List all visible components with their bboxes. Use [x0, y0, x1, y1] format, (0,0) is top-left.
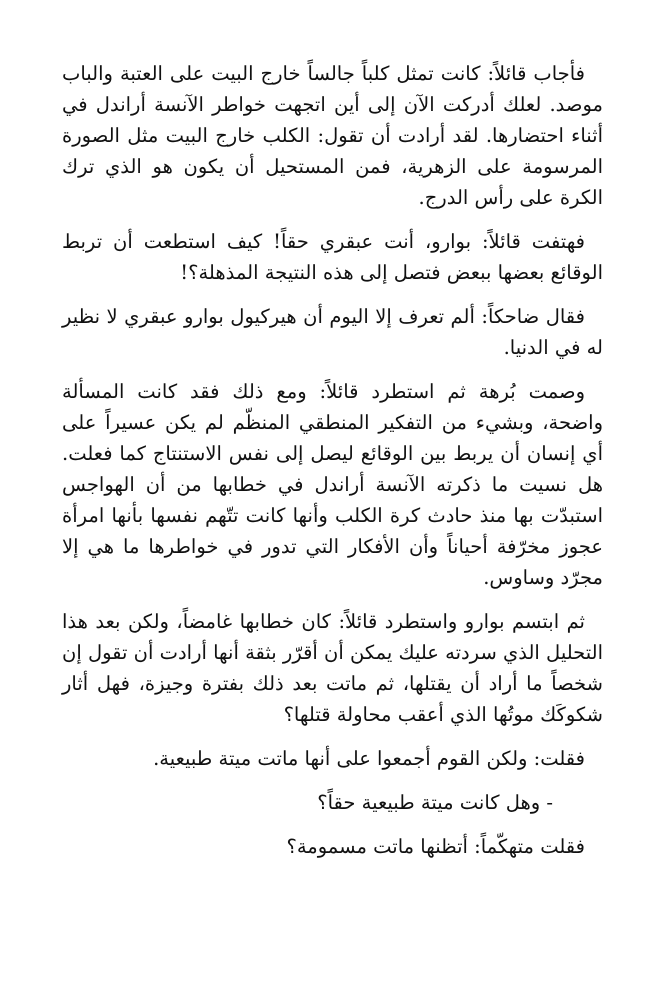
paragraph-vase-explanation: فأجاب قائلاً: كانت تمثل كلباً جالساً خارج البيت على العتبة والباب موصد. لعلك أدركت الآن إلى أين اتجهت خواطر الآنسة أراندل في أثناء احتضارها. لقد أرادت أن تقول: الكلب خارج البيت مثل الصورة المرسومة على الزهرية، فمن المستحيل أن يكون هو الذي ترك الكرة على رأس الدرج. — [62, 62, 603, 209]
paragraph-letter-analysis: ثم ابتسم بوارو واستطرد قائلاً: كان خطابها غامضاً، ولكن بعد هذا التحليل الذي سردته عليك يمكن أن أقرّر بثقة أنها أرادت أن تقول إن شخصاً ما أراد أن يقتلها، ثم ماتت بعد ذلك بفترة وجيزة، فهل أثار شكوكَك موتُها الذي أعقب محاولة قتلها؟ — [62, 610, 603, 726]
paragraph-logical-thinking: وصمت بُرهة ثم استطرد قائلاً: ومع ذلك فقد كانت المسألة واضحة، وبشيء من التفكير المنطقي المنظّم لم يكن عسيراً على أي إنسان أن يربط بين الوقائع ليصل إلى نفس الاستنتاج كما فعلت. هل نسيت ما ذكرته الآنسة أراندل في خطابها من أن الهواجس استبدّت بها منذ حادث كرة الكلب وأنها كانت تتّهم نفسها بأنها امرأة عجوز مخرّفة أحياناً وأن الأفكار التي تدور في خواطرها ما هي إلا مجرّد وساوس. — [62, 380, 603, 589]
paragraph-poirot-laughing: فقال ضاحكاً: ألم تعرف إلا اليوم أن هيركيول بوارو عبقري لا نظير له في الدنيا. — [62, 305, 603, 359]
paragraph-really-natural: - وهل كانت ميتة طبيعية حقاً؟ — [317, 791, 553, 814]
page-text — [62, 58, 603, 875]
paragraph-genius-exclaim: فهتفت قائلاً: بوارو، أنت عبقري حقاً! كيف استطعت أن تربط الوقائع بعضها ببعض فتصل إلى هذه النتيجة المذهلة؟! — [62, 230, 603, 284]
paragraph-natural-death: فقلت: ولكن القوم أجمعوا على أنها ماتت ميتة طبيعية. — [153, 747, 585, 770]
paragraph-poisoned-question: فقلت متهكّماً: أتظنها ماتت مسمومة؟ — [286, 835, 585, 858]
